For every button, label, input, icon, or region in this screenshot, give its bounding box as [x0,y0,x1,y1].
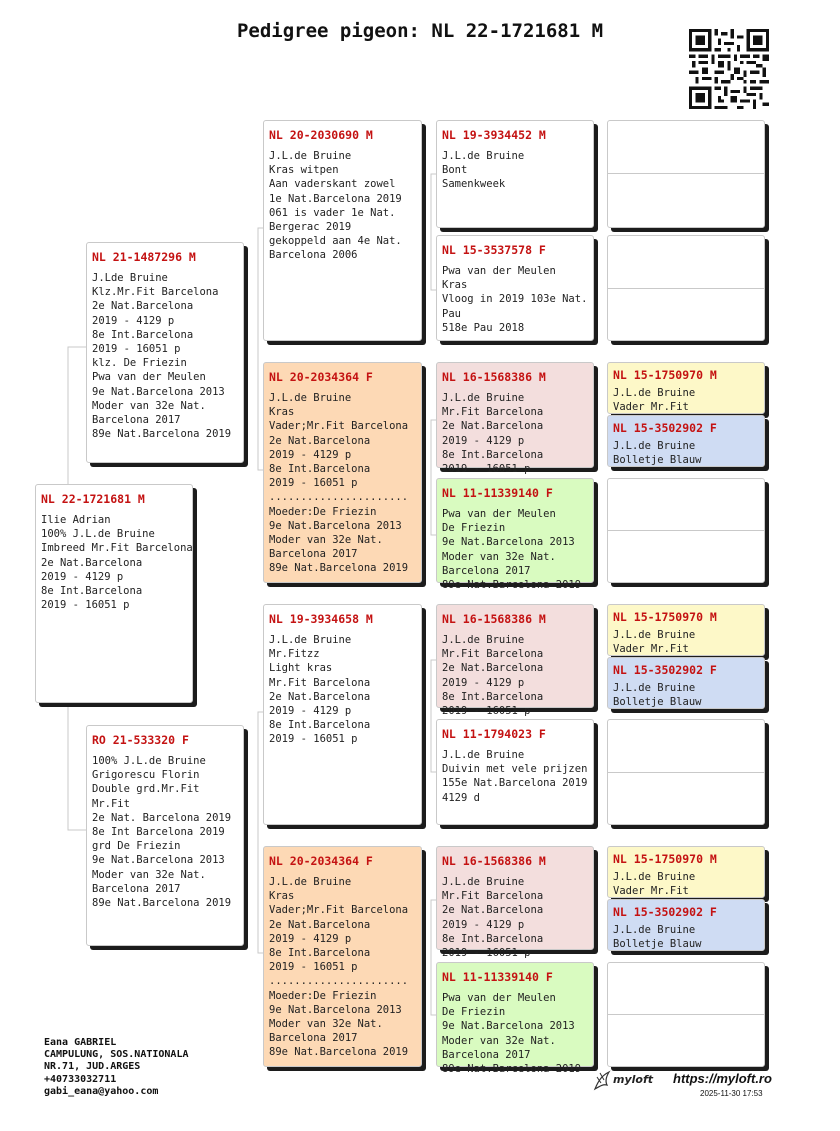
pigeon-card-mm[interactable] [263,846,422,1067]
pigeon-card-ff[interactable] [263,120,422,341]
pigeon-card-g4-5[interactable] [607,846,765,898]
pigeon-card-empty[interactable] [607,120,765,228]
ring-number: NL 11-11339140 F [442,970,553,984]
pigeon-description: Pwa van der Meulen De Friezin 9e Nat.Barcelona 2013 Moder van 32e Nat. Barcelona 2017 89e Nat.Barcelona 2019 [442,992,582,1076]
pigeon-card-father[interactable] [86,242,244,463]
ring-number: NL 15-3502902 F [613,663,717,677]
myloft-logo: myloft [613,1073,654,1086]
pigeon-card-fff[interactable] [436,120,594,228]
breeder-address-1: CAMPULUNG, SOS.NATIONALA [44,1049,189,1061]
pigeon-card-mfm[interactable] [436,719,594,825]
pigeon-card-ffm[interactable] [436,235,594,341]
footer-url[interactable]: https://myloft.ro [673,1071,772,1086]
pigeon-description: J.L.de Bruine Mr.Fit Barcelona 2e Nat.Barcelona 2019 - 4129 p 8e Int.Barcelona 2019 - 16051 p [442,634,544,718]
pigeon-card-g4-6[interactable] [607,899,765,951]
qr-code [689,29,769,109]
pigeon-description: J.L.de Bruine Kras Vader;Mr.Fit Barcelona 2e Nat.Barcelona 2019 - 4129 p 8e Int.Barcelona 2019 - 16051 p ...................... Moeder:De Friezin 9e Nat.Barcelona 2013 Moder van 32e Nat. Barcelona 2017 89e Nat.Barcelona 2019 [269,392,409,575]
pigeon-description: J.L.de Bruine Mr.Fitzz Light kras Mr.Fit Barcelona 2e Nat.Barcelona 2019 - 4129 p 8e Int.Barcelona 2019 - 16051 p [269,634,371,746]
pigeon-card-subject[interactable] [35,484,193,703]
pigeon-description: J.Lde Bruine Klz.Mr.Fit Barcelona 2e Nat.Barcelona 2019 - 4129 p 8e Int.Barcelona 2019 - 16051 p klz. De Friezin Pwa van der Meulen 9e Nat.Barcelona 2013 Moder van 32e Nat. Barcelona 2017 89e Nat.Barcelona 2019 [92,272,232,441]
pigeon-card-mmf[interactable] [436,846,594,960]
pigeon-card-empty[interactable] [607,719,765,825]
breeder-email: gabi_eana@yahoo.com [44,1085,159,1097]
ring-number: NL 15-1750970 M [613,852,717,866]
pigeon-description: J.L.de Bruine Bolletje Blauw [613,682,702,709]
ring-number: NL 11-11339140 F [442,486,553,500]
ring-number: NL 11-1794023 F [442,727,546,741]
pigeon-card-g4-3[interactable] [607,604,765,656]
ring-number: NL 15-3537578 F [442,243,546,257]
pigeon-description: J.L.de Bruine Kras witpen Aan vaderskant zowel 1e Nat.Barcelona 2019 061 is vader 1e Nat. Bergerac 2019 gekoppeld aan 4e Nat. Barcelona 2006 [269,150,402,262]
pigeon-card-g4-4[interactable] [607,657,765,709]
ring-number: NL 21-1487296 M [92,250,196,264]
pigeon-description: J.L.de Bruine Vader Mr.Fit [613,871,696,898]
pigeon-description: J.L.de Bruine Mr.Fit Barcelona 2e Nat.Barcelona 2019 - 4129 p 8e Int.Barcelona 2019 - 16051 p [442,876,544,960]
ring-number: NL 22-1721681 M [41,492,145,506]
pigeon-description: J.L.de Bruine Vader Mr.Fit [613,629,696,656]
pigeon-description: J.L.de Bruine Duivin met vele prijzen 155e Nat.Barcelona 2019 4129 d [442,749,588,804]
pigeon-card-fmm[interactable] [436,478,594,592]
pigeon-description: J.L.de Bruine Mr.Fit Barcelona 2e Nat.Barcelona 2019 - 4129 p 8e Int.Barcelona 2019 - 16051 p [442,392,544,476]
pigeon-card-mff[interactable] [436,604,594,718]
ring-number: NL 19-3934658 M [269,612,373,626]
pigeon-card-empty[interactable] [607,478,765,583]
pigeon-description: Pwa van der Meulen Kras Vloog in 2019 103e Nat. Pau 518e Pau 2018 [442,265,588,334]
ring-number: NL 20-2034364 F [269,854,373,868]
ring-number: NL 15-3502902 F [613,421,717,435]
pigeon-card-empty[interactable] [607,235,765,341]
pigeon-card-g4-2[interactable] [607,415,765,467]
pigeon-card-mf[interactable] [263,604,422,825]
pigeon-description: 100% J.L.de Bruine Grigorescu Florin Double grd.Mr.Fit Mr.Fit 2e Nat. Barcelona 2019 8e Int Barcelona 2019 grd De Friezin 9e Nat.Barcelona 2013 Moder van 32e Nat. Barcelona 2017 89e Nat.Barcelona 2019 [92,755,232,910]
footer-date: 2025-11-30 17:53 [700,1089,763,1098]
breeder-name: Eana GABRIEL [44,1037,117,1048]
ring-number: NL 16-1568386 M [442,854,546,868]
breeder-phone: +40733032711 [44,1073,117,1085]
ring-number: NL 15-3502902 F [613,905,717,919]
ring-number: NL 15-1750970 M [613,368,717,382]
ring-number: NL 20-2030690 M [269,128,373,142]
pigeon-card-mother[interactable] [86,725,244,946]
page-title: Pedigree pigeon: NL 22-1721681 M [236,20,604,42]
pigeon-description: Ilie Adrian 100% J.L.de Bruine Imbreed Mr.Fit Barcelona 2e Nat.Barcelona 2019 - 4129 p 8e Int.Barcelona 2019 - 16051 p [41,514,193,612]
breeder-address-2: NR.71, JUD.ARGES [44,1061,141,1073]
pigeon-card-fm[interactable] [263,362,422,583]
pigeon-description: J.L.de Bruine Bolletje Blauw [613,440,702,467]
pigeon-description: J.L.de Bruine Vader Mr.Fit [613,387,696,414]
pigeon-card-empty[interactable] [607,962,765,1067]
ring-number: NL 15-1750970 M [613,610,717,624]
pigeon-description: Pwa van der Meulen De Friezin 9e Nat.Barcelona 2013 Moder van 32e Nat. Barcelona 2017 89e Nat.Barcelona 2019 [442,508,582,592]
pigeon-card-g4-1[interactable] [607,362,765,414]
pigeon-card-fmf[interactable] [436,362,594,476]
ring-number: NL 16-1568386 M [442,370,546,384]
pigeon-description: J.L.de Bruine Bolletje Blauw [613,924,702,951]
ring-number: NL 20-2034364 F [269,370,373,384]
ring-number: RO 21-533320 F [92,733,189,747]
breeder-info [44,1037,189,1098]
ring-number: NL 19-3934452 M [442,128,546,142]
ring-number: NL 16-1568386 M [442,612,546,626]
pigeon-description: J.L.de Bruine Kras Vader;Mr.Fit Barcelona 2e Nat.Barcelona 2019 - 4129 p 8e Int.Barcelona 2019 - 16051 p ...................... Moeder:De Friezin 9e Nat.Barcelona 2013 Moder van 32e Nat. Barcelona 2017 89e Nat.Barcelona 2019 [269,876,409,1059]
pigeon-card-mmm[interactable] [436,962,594,1076]
pigeon-description: J.L.de Bruine Bont Samenkweek [442,150,525,191]
